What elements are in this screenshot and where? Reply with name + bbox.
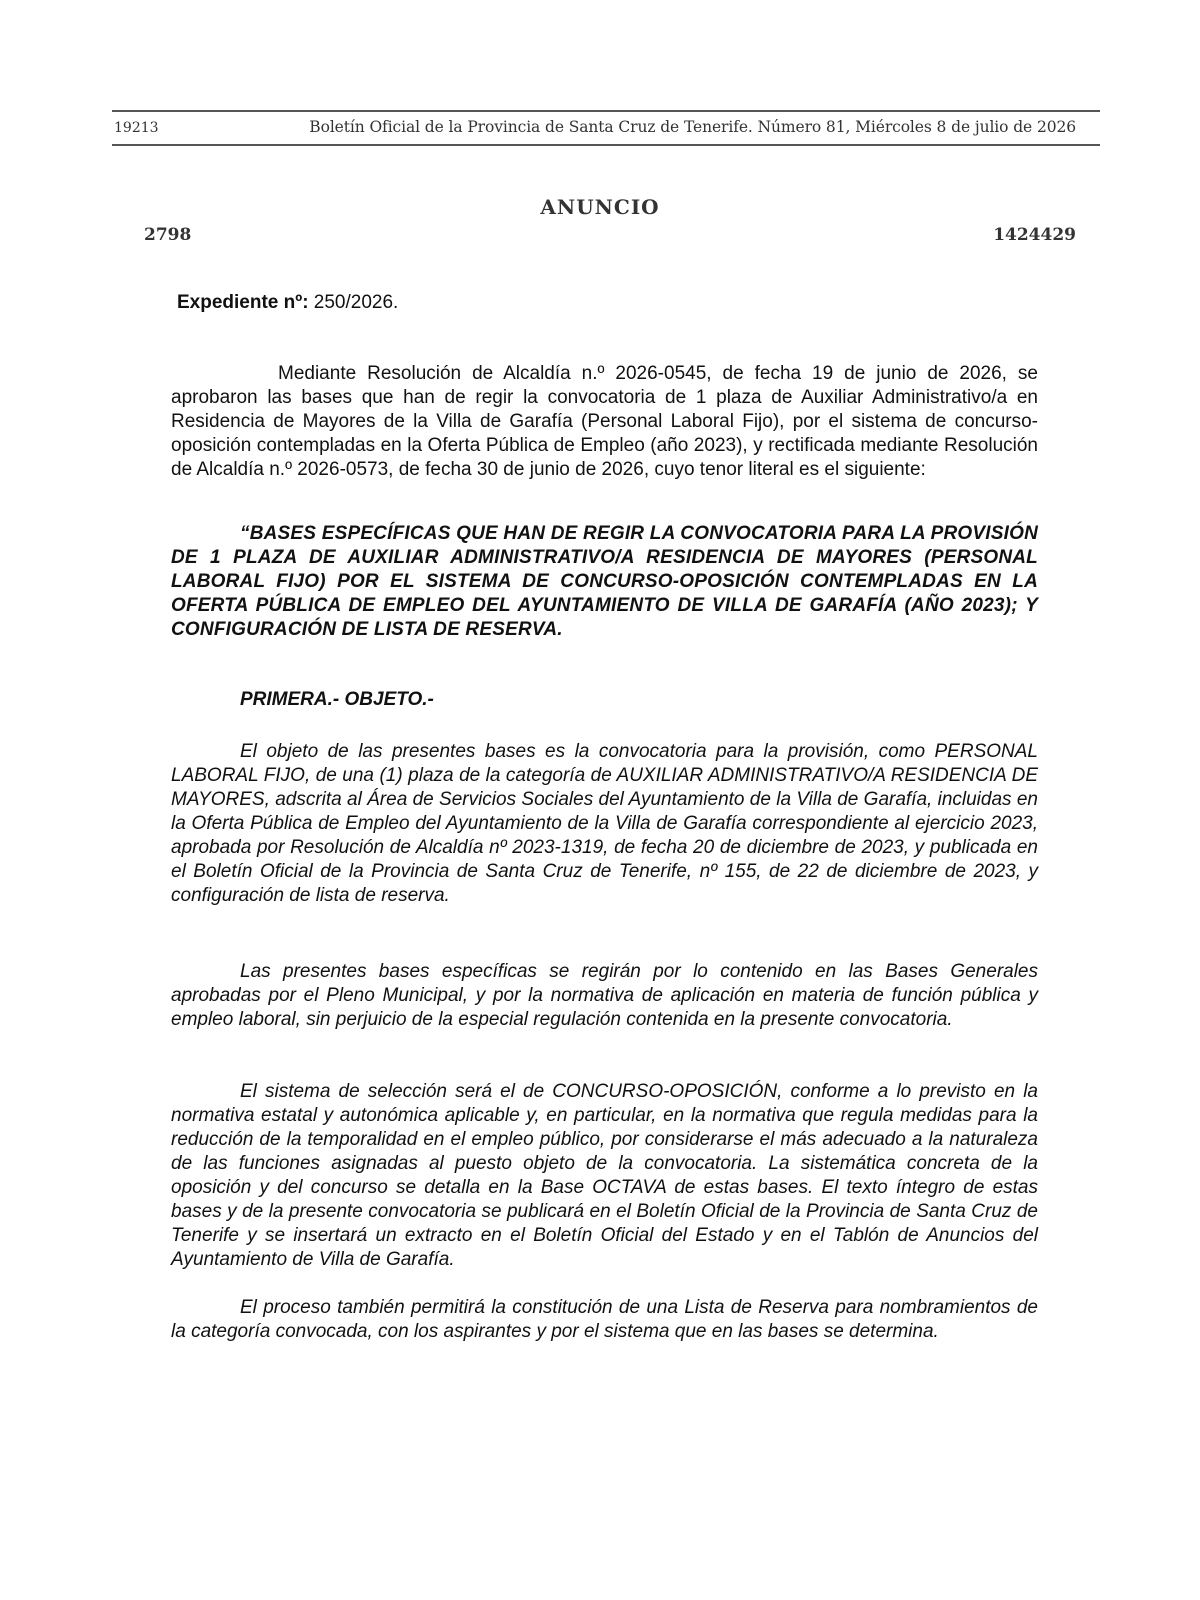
section-heading-primera: PRIMERA.- OBJETO.- [240, 689, 434, 710]
expediente-line [177, 292, 398, 314]
announcement-number: 2798 [144, 225, 192, 245]
bulletin-title: Boletín Oficial de la Provincia de Santa Cruz de Tenerife. Número 81, Miércoles 8 de julio de 2026 [309, 118, 1076, 136]
regiran-paragraph: Las presentes bases específicas se regirán por lo contenido en las Bases Generales aprobadas por el Pleno Municipal, y por la normativa de aplicación en materia de función pública y empleo laboral, sin perjuicio de la especial regulación contenida en la presente convocatoria. [171, 961, 1038, 1030]
bases-title-paragraph: “BASES ESPECÍFICAS QUE HAN DE REGIR LA CONVOCATORIA PARA LA PROVISIÓN DE 1 PLAZA DE AUXILIAR ADMINISTRATIVO/A RESIDENCIA DE MAYORES (PERSONAL LABORAL FIJO) POR EL SISTEMA DE CONCURSO-OPOSICIÓN CONTEMPLADAS EN LA OFERTA PÚBLICA DE EMPLEO DEL AYUNTAMIENTO DE VILLA DE GARAFÍA (AÑO 2023); Y CONFIGURACIÓN DE LISTA DE RESERVA. [171, 523, 1038, 640]
header-top-rule [112, 110, 1100, 112]
announcement-registry-number: 1424429 [993, 225, 1076, 245]
objeto-paragraph: El objeto de las presentes bases es la convocatoria para la provisión, como PERSONAL LABORAL FIJO, de una (1) plaza de la categoría de AUXILIAR ADMINISTRATIVO/A RESIDENCIA DE MAYORES, adscrita al Área de Servicios Sociales del Ayuntamiento de la Villa de Garafía, incluidas en la Oferta Pública de Empleo del Ayuntamiento de la Villa de Garafía correspondiente al ejercicio 2023, aprobada por Resolución de Alcaldía nº 2023-1319, de fecha 20 de diciembre de 2023, y publicada en el Boletín Oficial de la Provincia de Santa Cruz de Tenerife, nº 155, de 22 de diciembre de 2023, y configuración de lista de reserva. [171, 741, 1038, 906]
intro-paragraph: Mediante Resolución de Alcaldía n.º 2026-0545, de fecha 19 de junio de 2026, se aprobaron las bases que han de regir la convocatoria de 1 plaza de Auxiliar Administrativo/a en Residencia de Mayores de la Villa de Garafía (Personal Laboral Fijo), por el sistema de concurso-oposición contempladas en la Oferta Pública de Empleo (año 2023), y rectificada mediante Resolución de Alcaldía n.º 2026-0573, de fecha 30 de junio de 2026, cuyo tenor literal es el siguiente: [171, 363, 1038, 480]
expediente-label: Expediente nº: [177, 292, 309, 313]
page-number: 19213 [114, 120, 159, 136]
header-bottom-rule [112, 144, 1100, 146]
sistema-paragraph: El sistema de selección será el de CONCURSO-OPOSICIÓN, conforme a lo previsto en la normativa estatal y autonómica aplicable y, en particular, en la normativa que regula medidas para la reducción de la temporalidad en el empleo público, por considerarse el más adecuado a la naturaleza de las funciones asignadas al puesto objeto de la convocatoria. La sistemática concreta de la oposición y del concurso se detalla en la Base OCTAVA de estas bases. El texto íntegro de estas bases y de la presente convocatoria se publicará en el Boletín Oficial de la Provincia de Santa Cruz de Tenerife y se insertará un extracto en el Boletín Oficial del Estado y en el Tablón de Anuncios del Ayuntamiento de Villa de Garafía. [171, 1081, 1038, 1270]
expediente-value: 250/2026. [308, 292, 399, 313]
lista-reserva-paragraph: El proceso también permitirá la constitución de una Lista de Reserva para nombramientos de la categoría convocada, con los aspirantes y por el sistema que en las bases se determina. [171, 1297, 1038, 1342]
announcement-title: ANUNCIO [540, 195, 660, 219]
